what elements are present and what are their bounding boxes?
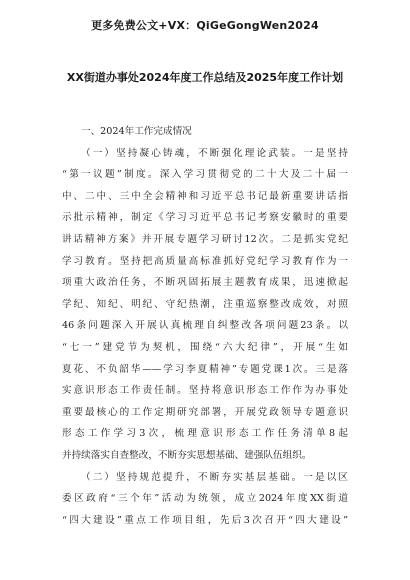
paragraph-line: 形态工作学习3次，梳理意识形态工作任务清单8起 [62,428,348,440]
paragraph-line: 委区政府“三个年”活动为统领，成立2024年度XX街道 [62,493,348,505]
paragraph-line: 重要最核心的工作定期研究部署，开展党政领导专题意识 [62,406,348,418]
paragraph [62,467,348,532]
paragraph-line: “四大建设”重点工作项目组，先后3次召开“四大建设” [62,514,348,526]
paragraph-line: 讲话精神方案》并开展专题学习研讨12次。二是抓实党纪 [62,233,348,245]
paragraph-line: 并持续落实自查整改，不断夯实思想基础、建强队伍组织。 [62,449,312,461]
paragraph-line: 实意识形态工作责任制。坚持将意识形态工作作为办事处 [62,385,348,397]
paragraph-line: （二）坚持规范提升，不断夯实基层基础。一是以区 [81,471,348,483]
document-title: XX街道办事处2024年度工作总结及2025年度工作计划 [66,71,344,84]
paragraph-line: “七一”建党节为契机，围绕“六大纪律”，开展“生如 [62,341,348,353]
paragraph-line: 夏花、不负韶华——学习李夏精神”专题党课1次。三是落 [62,363,348,375]
section-heading: 一、2024年工作完成情况 [81,126,192,137]
paragraph-line: “第一议题”制度。深入学习贯彻党的二十大及二十届一 [62,169,348,181]
paragraph-line: 学习教育。坚持把高质量高标准抓好党纪学习教育作为一 [62,255,348,267]
paragraph-line: 学纪、知纪、明纪、守纪热潮，注重巡察整改成效，对照 [62,298,348,310]
paragraph-line: 中、二中、三中全会精神和习近平总书记最新重要讲话指 [62,190,348,202]
document-body [62,121,348,531]
paragraph [62,143,348,467]
paragraph-line: 项重大政治任务，不断巩固拓展主题教育成果，迅速掀起 [62,277,348,289]
paragraph-line: 示批示精神，制定《学习习近平总书记考察安徽时的重要 [62,212,348,224]
paragraph-line: （一）坚持凝心铸魂，不断强化理论武装。一是坚持 [81,147,348,159]
page-header: 更多免费公文+VX：QiGeGongWen2024 [91,19,319,32]
paragraph-line: 46条问题深入开展认真梳理自纠整改各项问题23条。以 [62,320,348,332]
